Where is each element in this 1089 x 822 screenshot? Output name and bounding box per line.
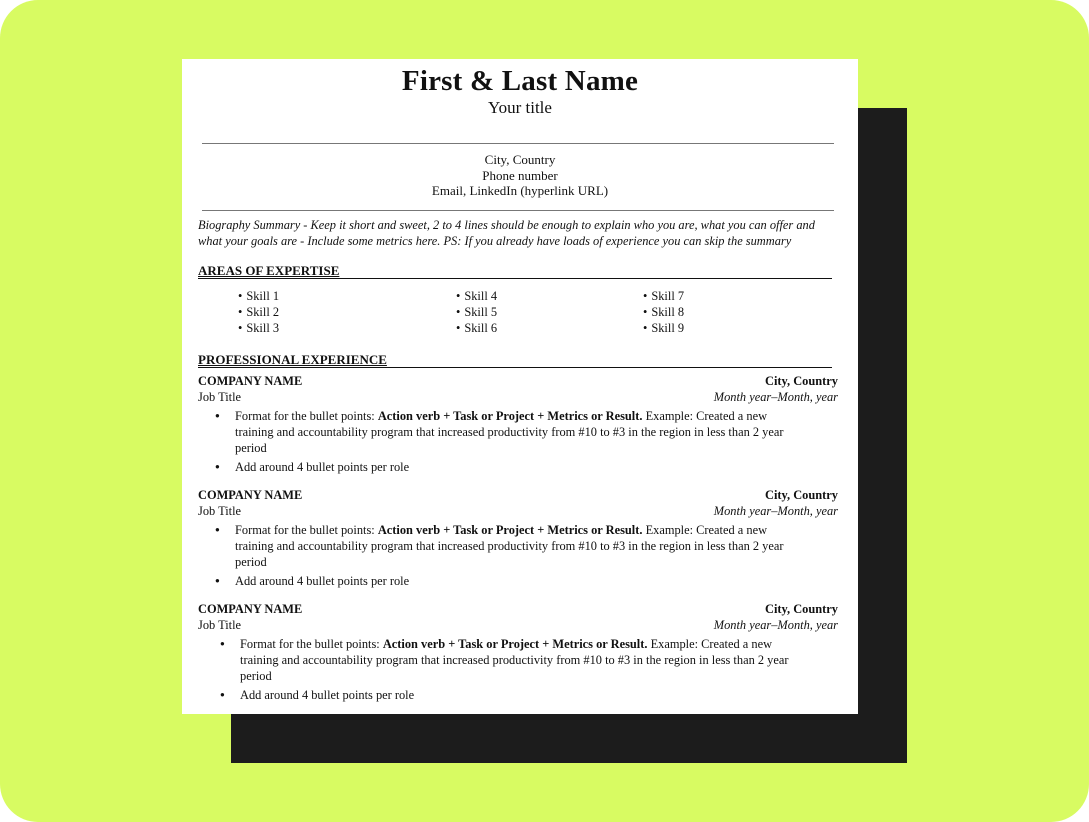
contact-email: Email, LinkedIn (hyperlink URL) bbox=[431, 183, 609, 198]
section-heading-experience bbox=[198, 353, 832, 368]
resume-title: Your title bbox=[488, 98, 552, 117]
list-item: ● Add around 4 bullet points per role bbox=[235, 459, 785, 475]
section-heading-expertise bbox=[198, 264, 832, 279]
bullet-text: Example: Created a new training and accountability program that increased productivity from #10 to #3 in the region in less than 2 year period bbox=[235, 409, 784, 455]
section-heading-text: AREAS OF EXPERTISE bbox=[198, 263, 340, 278]
company-name: COMPANY NAME bbox=[198, 488, 303, 502]
job-location: City, Country bbox=[765, 602, 838, 616]
bullet-text: Example: Created a new training and accountability program that increased productivity from #10 to #3 in the region in less than 2 year period bbox=[235, 523, 784, 569]
skill-item: • Skill 2 bbox=[238, 304, 279, 320]
job-title: Job Title bbox=[198, 504, 242, 518]
skill-item: • Skill 9 bbox=[643, 320, 684, 336]
skill-item: • Skill 6 bbox=[456, 320, 497, 336]
skills-column-1 bbox=[238, 288, 279, 336]
contact-block bbox=[182, 152, 858, 199]
section-heading-text: PROFESSIONAL EXPERIENCE bbox=[198, 352, 387, 367]
job-title: Job Title bbox=[198, 618, 242, 632]
bullet-text: Format for the bullet points: bbox=[235, 409, 378, 423]
skill-item: • Skill 8 bbox=[643, 304, 684, 320]
job-entry bbox=[198, 601, 838, 706]
job-entry bbox=[198, 487, 838, 592]
list-item bbox=[235, 522, 785, 570]
job-dates: Month year–Month, year bbox=[713, 390, 838, 404]
bullet-bold-text: Action verb + Task or Project + Metrics or Result. bbox=[377, 409, 643, 423]
bullet-list bbox=[198, 636, 838, 703]
skill-item: • Skill 3 bbox=[238, 320, 279, 336]
list-item bbox=[235, 408, 785, 456]
skills-column-3 bbox=[643, 288, 684, 336]
resume-page bbox=[182, 59, 858, 714]
bullet-list bbox=[198, 522, 838, 589]
bullet-list bbox=[198, 408, 838, 475]
job-location: City, Country bbox=[765, 488, 838, 502]
bullet-text: Example: Created a new training and accountability program that increased productivity from #10 to #3 in the region in less than 2 year period bbox=[240, 637, 789, 683]
skill-item: • Skill 5 bbox=[456, 304, 497, 320]
bullet-bold-text: Action verb + Task or Project + Metrics or Result. bbox=[382, 637, 648, 651]
job-location: City, Country bbox=[765, 374, 838, 388]
job-title: Job Title bbox=[198, 390, 242, 404]
skill-item: • Skill 1 bbox=[238, 288, 279, 304]
bullet-bold-text: Action verb + Task or Project + Metrics or Result. bbox=[377, 523, 643, 537]
resume-name: First & Last Name bbox=[401, 65, 639, 97]
company-name: COMPANY NAME bbox=[198, 602, 303, 616]
contact-phone: Phone number bbox=[482, 167, 558, 183]
contact-city: City, Country bbox=[484, 152, 556, 167]
divider-bottom bbox=[202, 210, 834, 211]
skill-item: • Skill 7 bbox=[643, 288, 684, 304]
job-entry bbox=[198, 373, 838, 478]
bullet-text: Format for the bullet points: bbox=[240, 637, 383, 651]
list-item: ● Add around 4 bullet points per role bbox=[235, 573, 785, 589]
list-item bbox=[240, 636, 790, 684]
list-item: ● Add around 4 bullet points per role bbox=[240, 687, 790, 703]
company-name: COMPANY NAME bbox=[198, 374, 303, 388]
skills-column-2 bbox=[456, 288, 497, 336]
biography-summary: Biography Summary - Keep it short and sweet, 2 to 4 lines should be enough to explain who you are, what you can offer and what your goals are - Include some metrics here. PS: If you already have loads of experience you can skip the summary bbox=[198, 218, 815, 248]
skill-item: • Skill 4 bbox=[456, 288, 497, 304]
job-dates: Month year–Month, year bbox=[713, 618, 838, 632]
divider-top bbox=[202, 143, 834, 144]
job-dates: Month year–Month, year bbox=[713, 504, 838, 518]
bullet-text: Format for the bullet points: bbox=[235, 523, 378, 537]
